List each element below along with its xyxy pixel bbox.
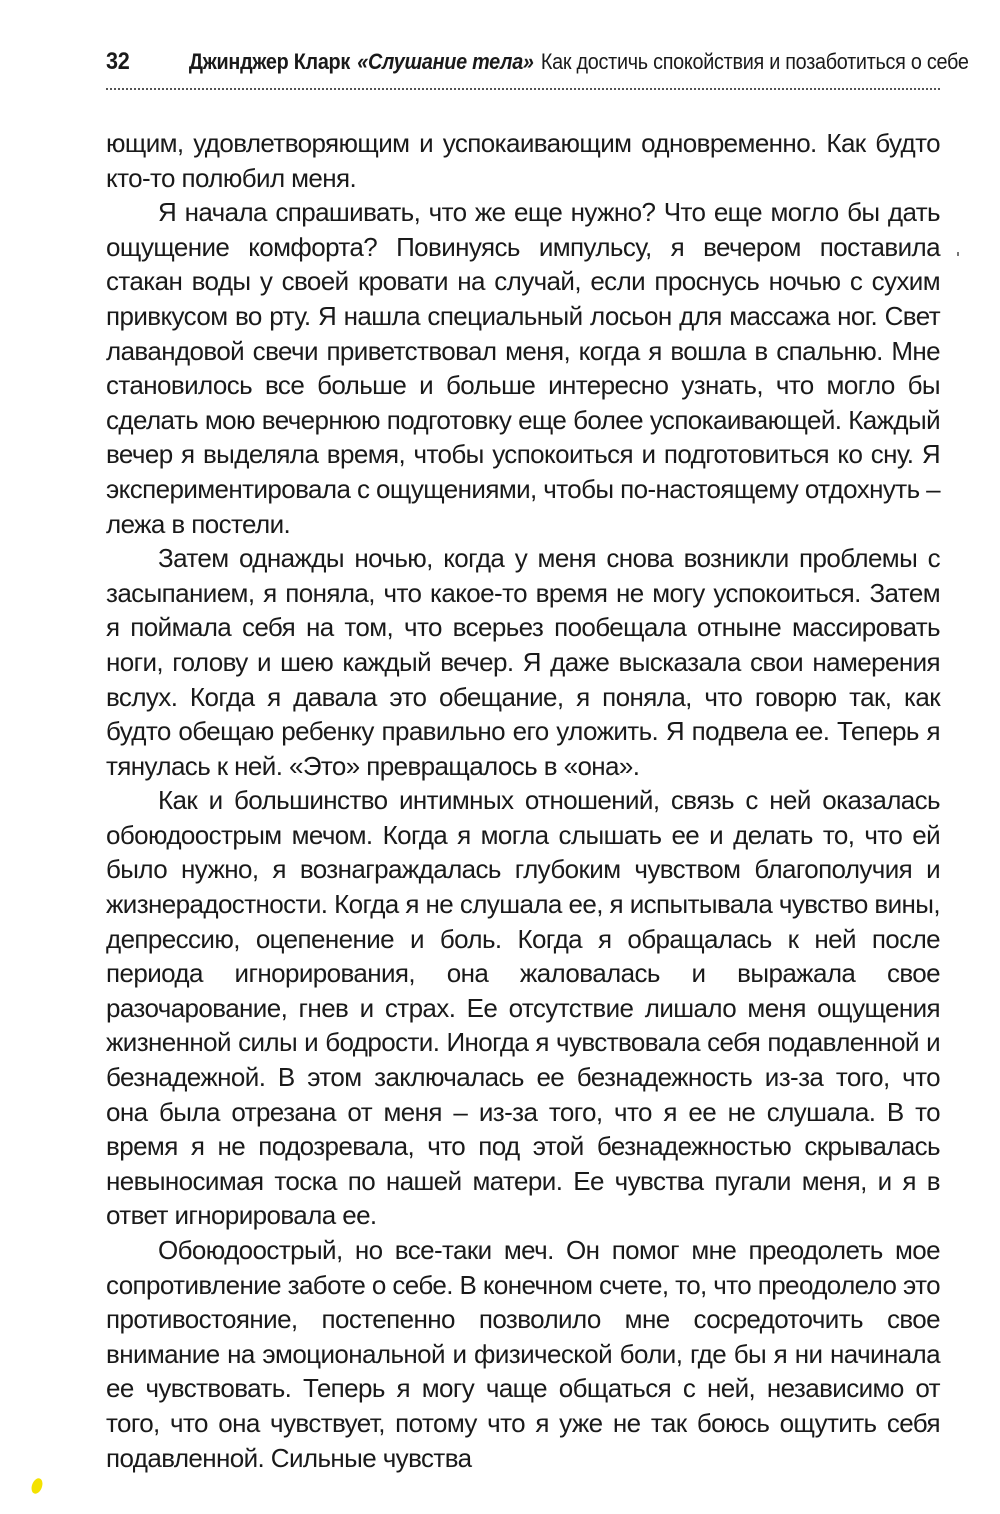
paragraph: Как и большинство интимных отношений, связь с ней оказалась обоюдоострым мечом. Когда я могла слышать ее и делать то, что ей было нужно, я вознаграждалась глубоким чувством благополучия и жизнерадостности. Когда я не слушала ее, я испытывала чувство вины, депрессию, оцепенение и боль. Когда я обращалась к ней после периода игнорирования, она жаловалась и выражала свое разочарование, гнев и страх. Ее отсутствие лишало меня ощущения жизненной силы и бодрости. Иногда я чувствовала себя подавленной и безнадежной. В этом заключалась ее безнадежность из-за того, что она была отрезана от меня – из-за того, что я ее не слушала. В то время я не подозревала, что под этой безнадежностью скрывалась невыносимая тоска по нашей матери. Ее чувства пугали меня, и я в ответ игнорировала ее.: [106, 785, 940, 1231]
paragraph: Обоюдоострый, но все-таки меч. Он помог мне преодолеть мое сопротивление заботе о себе. В конечном счете, то, что преодолело это противостояние, постепенно позволило мне сосредоточить свое внимание на эмоциональной и физической боли, где бы я ни начинала ее чувствовать. Теперь я могу чаще общаться с ней, независимо от того, что она чувствует, потому что я уже не так боюсь ощутить себя подавленной. Сильные чувства: [106, 1235, 940, 1473]
header-book-title: «Слушание тела»: [357, 49, 534, 74]
page-number: 32: [106, 48, 130, 75]
body-text: [106, 126, 940, 1475]
running-header: [106, 48, 969, 88]
paragraph-continued: ющим, удовлетворяющим и успокаивающим одновременно. Как будто кто-то полюбил меня.: [106, 128, 940, 193]
paragraph: Я начала спрашивать, что же еще нужно? Что еще могло бы дать ощущение комфорта? Повинуясь импульсу, я вечером поставила стакан воды у своей кровати на случай, если проснусь ночью с сухим привкусом во рту. Я нашла специальный лосьон для массажа ног. Свет лавандовой свечи приветствовал меня, когда я вошла в спальню. Мне становилось все больше и больше интересно узнать, что могло бы сделать мою вечернюю подготовку еще более успокаивающей. Каждый вечер я выделяла время, чтобы успокоиться и подготовиться ко сну. Я экспериментировала с ощущениями, чтобы по-настоящему отдохнуть – лежа в постели.: [106, 197, 940, 539]
header-author: Джинджер Кларк: [188, 49, 351, 74]
paragraph: Затем однажды ночью, когда у меня снова возникли проблемы с засыпанием, я поняла, что какое-то время не могу успокоиться. Затем я поймала себя на том, что всерьез пообещала отныне массировать ноги, голову и шею каждый вечер. Я даже высказала свои намерения вслух. Когда я давала это обещание, я поняла, что говорю так, как будто обещаю ребенку правильно его уложить. Я подвела ее. Теперь я тянулась к ней. «Это» превращалось в «она».: [106, 543, 940, 781]
header-subtitle: Как достичь спокойствия и позаботиться о себе: [540, 49, 969, 74]
yellow-highlight-speck: [30, 1477, 45, 1495]
header-dotted-rule: [106, 88, 940, 90]
scan-speck: [957, 252, 959, 256]
